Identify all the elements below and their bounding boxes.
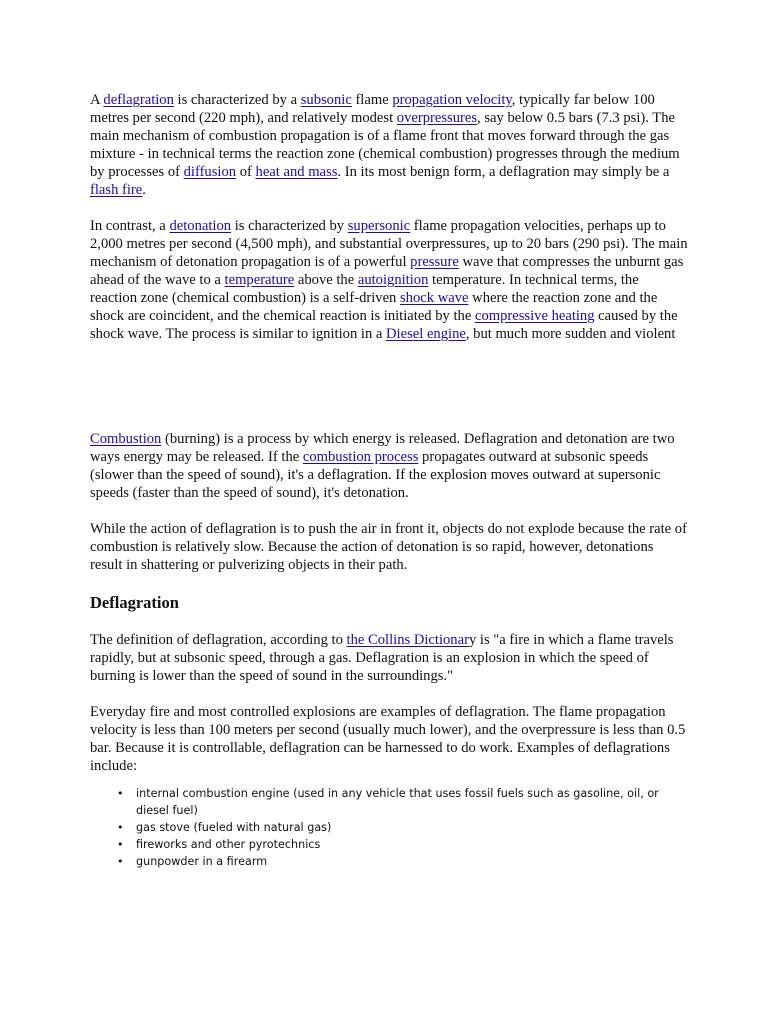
text: . <box>142 182 146 198</box>
link-temperature[interactable]: temperature <box>224 272 295 288</box>
bullet-icon: • <box>117 821 124 834</box>
link-supersonic[interactable]: supersonic <box>347 218 411 234</box>
paragraph-everyday-fire: Everyday fire and most controlled explosions are examples of deflagration. The flame propagation velocity is less than 100 meters per second (usually much lower), and the overpressure is less than 0.5 bar. Because it is controllable, deflagration can be harnessed to do work. Examples of deflagrations include: <box>90 704 686 774</box>
link-subsonic[interactable]: subsonic <box>300 92 352 108</box>
bullet-icon: • <box>117 838 124 851</box>
text: is characterized by a <box>173 92 301 108</box>
text: y is "a fire in which a flame travels rapidly, but at subsonic speed, through a gas. Deflagration is an explosion in which the speed of burning is lower than the speed of sound in the surroundings." <box>90 632 674 684</box>
spacer <box>90 343 688 430</box>
bullet-icon: • <box>117 855 124 868</box>
link-collins-dictionary[interactable]: the Collins Dictionar <box>346 632 469 648</box>
text: The definition of deflagration, according to <box>90 632 347 648</box>
bullet-icon: • <box>117 787 124 800</box>
link-compressive-heating[interactable]: compressive heating <box>474 308 595 324</box>
link-flash-fire[interactable]: flash fire <box>90 182 143 198</box>
paragraph-detonation-intro <box>90 217 688 343</box>
text: , say below 0.5 bars (7.3 psi). The main mechanism of combustion propagation is of a flame front that moves forward through the gas mixture - in technical terms the reaction zone (chemical combustion) progresses through the medium by processes of <box>90 110 680 180</box>
link-detonation[interactable]: detonation <box>169 218 232 234</box>
text: , but much more sudden and violent <box>465 326 676 342</box>
text: caused by the shock wave. The process is similar to ignition in a <box>90 308 678 342</box>
link-combustion[interactable]: Combustion <box>90 431 162 447</box>
text: is characterized by <box>231 218 348 234</box>
section-heading-deflagration: Deflagration <box>90 593 179 612</box>
link-heat-and-mass[interactable]: heat and mass <box>255 164 338 180</box>
link-propagation-velocity[interactable]: propagation velocity <box>392 92 512 108</box>
list-item <box>117 785 676 819</box>
text: wave that compresses the unburnt gas ahead of the wave to a <box>90 254 684 288</box>
list-item <box>117 853 676 870</box>
link-shock-wave[interactable]: shock wave <box>400 290 469 306</box>
paragraph-deflagration-intro <box>90 91 688 199</box>
link-diffusion[interactable]: diffusion <box>183 164 237 180</box>
list-item <box>117 819 676 836</box>
text: where the reaction zone and the shock are coincident, and the chemical reaction is initiated by the <box>90 290 658 324</box>
text: propagates outward at subsonic speeds (slower than the speed of sound), it's a deflagration. If the explosion moves outward at supersonic speeds (faster than the speed of sound), it's detonation. <box>90 449 661 501</box>
text: temperature. In technical terms, the reaction zone (chemical combustion) is a self-driven <box>90 272 639 306</box>
list-item <box>117 836 676 853</box>
text: In contrast, a <box>90 218 170 234</box>
text: of <box>236 164 256 180</box>
link-combustion-process[interactable]: combustion process <box>302 449 419 465</box>
paragraph-action-comparison: While the action of deflagration is to push the air in front it, objects do not explode because the rate of combustion is relatively slow. Because the action of detonation is so rapid, however, detonations result in shattering or pulverizing objects in their path. <box>90 521 687 573</box>
link-diesel-engine[interactable]: Diesel engine <box>386 326 466 342</box>
list-item-text: fireworks and other pyrotechnics <box>136 838 321 851</box>
link-pressure[interactable]: pressure <box>410 254 459 270</box>
text: . In its most benign form, a deflagration may simply be a <box>337 164 670 180</box>
text: (burning) is a process by which energy is released. Deflagration and detonation are two ways energy may be released. If the <box>90 431 675 465</box>
list-item-text: gunpowder in a firearm <box>136 855 268 868</box>
link-overpressures[interactable]: overpressures <box>396 110 478 126</box>
paragraph-definition <box>90 631 688 685</box>
text: above the <box>294 272 358 288</box>
text: flame propagation velocities, perhaps up to 2,000 metres per second (4,500 mph), and substantial overpressures, up to 20 bars (290 psi). The main mechanism of detonation propagation is of a powerful <box>90 218 688 270</box>
text: , typically far below 100 metres per second (220 mph), and relatively modest <box>90 92 655 126</box>
link-autoignition[interactable]: autoignition <box>357 272 429 288</box>
text: A <box>90 92 104 108</box>
paragraph-combustion <box>90 430 688 502</box>
list-item-text: internal combustion engine (used in any vehicle that uses fossil fuels such as gasoline, oil, or diesel fuel) <box>136 787 659 817</box>
text: flame <box>351 92 393 108</box>
examples-list <box>90 785 676 870</box>
link-deflagration[interactable]: deflagration <box>103 92 174 108</box>
list-item-text: gas stove (fueled with natural gas) <box>136 821 332 834</box>
